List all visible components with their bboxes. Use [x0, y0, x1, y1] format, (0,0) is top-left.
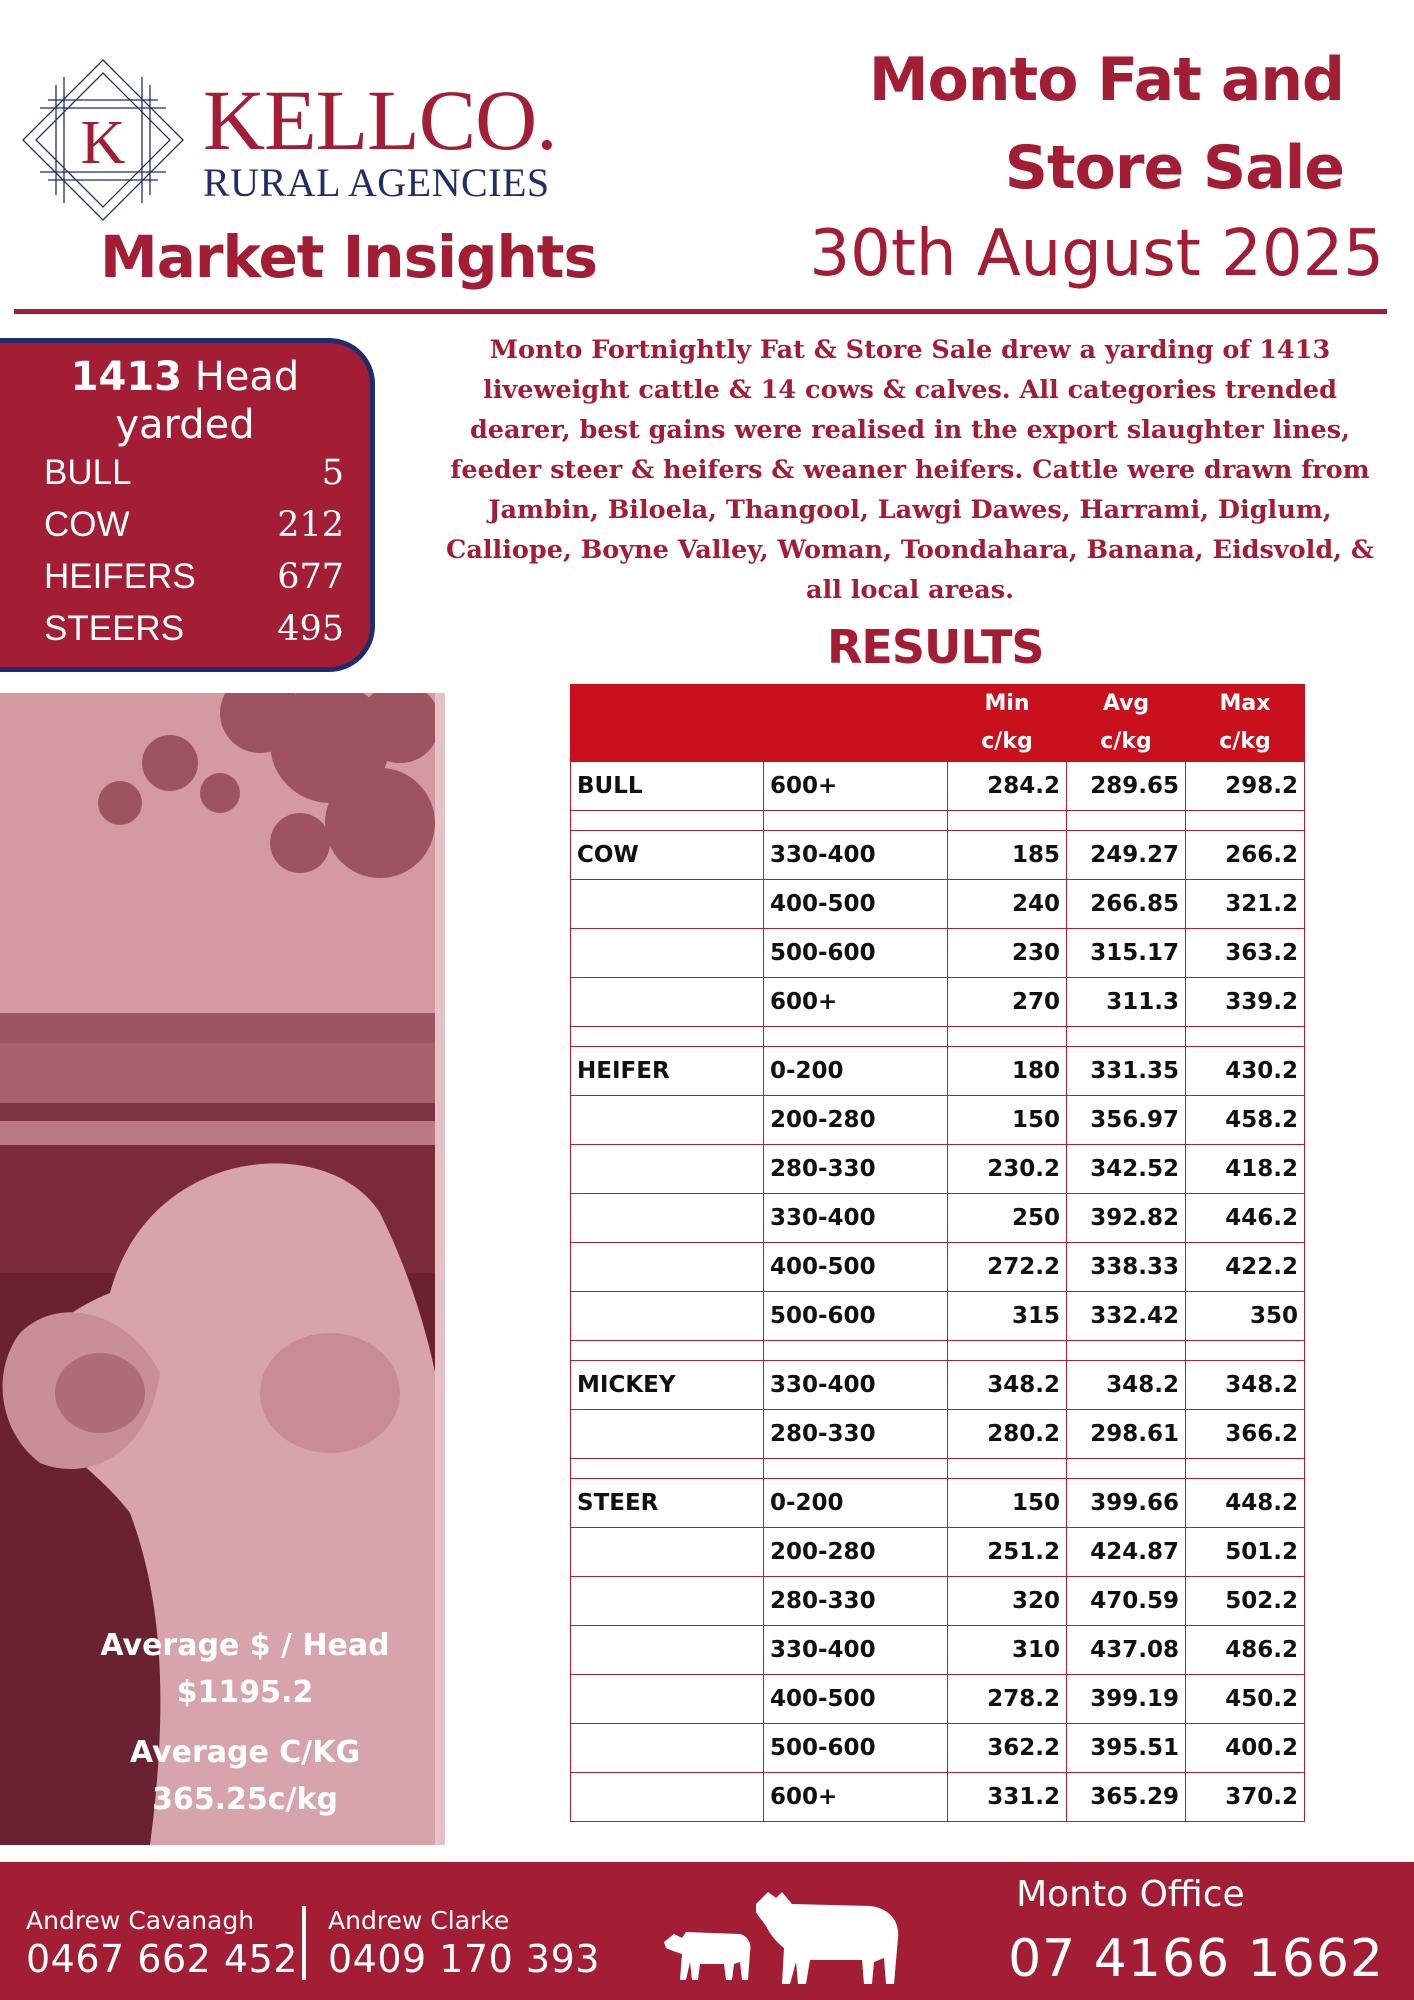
cell-category [571, 1145, 764, 1194]
cell-max: 266.2 [1186, 831, 1305, 880]
contact-andrew-cavanagh [26, 1906, 298, 1982]
table-row [571, 1479, 1305, 1528]
table-row [571, 1577, 1305, 1626]
sale-summary-paragraph: Monto Fortnightly Fat & Store Sale drew a yarding of 1413 liveweight cattle & 14 cows & calves. All categories trended dearer, best gains were realised in the export slaughter lines, feeder steer & heifers & weaner heifers. Cattle were drawn from Jambin, Biloela, Thangool, Lawgi Dawes, Harrami, Diglum, Calliope, Boyne Valley, Woman, Toondahara, Banana, Eidsvold, & all local areas. [446, 335, 1374, 605]
cell-max: 430.2 [1186, 1047, 1305, 1096]
head-row-count: 5 [321, 453, 344, 493]
head-row-label: BULL [44, 453, 132, 492]
cell-category [571, 1577, 764, 1626]
cell-category [571, 880, 764, 929]
cell-min: 310 [948, 1626, 1067, 1675]
spacer-cell [1067, 1027, 1186, 1047]
table-row [571, 1410, 1305, 1459]
cell-avg: 249.27 [1067, 831, 1186, 880]
results-title: RESULTS [827, 620, 1044, 674]
average-cpkg-value: 365.25c/kg [152, 1782, 338, 1817]
spacer-cell [1186, 1027, 1305, 1047]
table-row [571, 1292, 1305, 1341]
table-row [571, 929, 1305, 978]
cell-max: 348.2 [1186, 1361, 1305, 1410]
head-row-count: 495 [277, 609, 344, 649]
cell-max: 501.2 [1186, 1528, 1305, 1577]
cell-weight-range: 0-200 [764, 1479, 948, 1528]
cell-min: 150 [948, 1096, 1067, 1145]
cell-weight-range: 200-280 [764, 1096, 948, 1145]
head-total: 1413 [70, 354, 182, 400]
table-row [571, 762, 1305, 811]
cell-avg: 298.61 [1067, 1410, 1186, 1459]
cell-avg: 356.97 [1067, 1096, 1186, 1145]
cell-avg: 311.3 [1067, 978, 1186, 1027]
cell-avg: 395.51 [1067, 1724, 1186, 1773]
cell-avg: 365.29 [1067, 1773, 1186, 1822]
cell-avg: 399.66 [1067, 1479, 1186, 1528]
spacer-cell [1186, 1459, 1305, 1479]
average-per-head-value: $1195.2 [176, 1675, 314, 1710]
cell-category [571, 929, 764, 978]
table-spacer-row [571, 1341, 1305, 1361]
table-spacer-row [571, 1459, 1305, 1479]
table-row [571, 1626, 1305, 1675]
cell-min: 362.2 [948, 1724, 1067, 1773]
spacer-cell [571, 1027, 764, 1047]
cell-category: COW [571, 831, 764, 880]
head-yarded-box [0, 338, 375, 672]
cell-max: 458.2 [1186, 1096, 1305, 1145]
cell-max: 486.2 [1186, 1626, 1305, 1675]
spacer-cell [1067, 1341, 1186, 1361]
monto-office [1008, 1872, 1384, 1990]
cell-min: 150 [948, 1479, 1067, 1528]
cell-avg: 348.2 [1067, 1361, 1186, 1410]
head-row-steers [44, 607, 344, 651]
cell-category: BULL [571, 762, 764, 811]
cell-max: 422.2 [1186, 1243, 1305, 1292]
cell-max: 502.2 [1186, 1577, 1305, 1626]
cell-min: 278.2 [948, 1675, 1067, 1724]
cell-max: 446.2 [1186, 1194, 1305, 1243]
cell-weight-range: 500-600 [764, 1724, 948, 1773]
results-header-row [571, 685, 1305, 762]
spacer-cell [764, 811, 948, 831]
sale-title-line1: Monto Fat and [868, 45, 1344, 115]
spacer-cell [1067, 1459, 1186, 1479]
head-row-heifers [44, 555, 344, 599]
cell-max: 321.2 [1186, 880, 1305, 929]
cell-weight-range: 600+ [764, 1773, 948, 1822]
brand-subtitle: RURAL AGENCIES [203, 160, 550, 205]
contact-name: Andrew Cavanagh [26, 1906, 255, 1935]
contact-divider [302, 1906, 306, 1980]
cell-weight-range: 600+ [764, 978, 948, 1027]
cell-category [571, 1243, 764, 1292]
cell-max: 339.2 [1186, 978, 1305, 1027]
cell-avg: 289.65 [1067, 762, 1186, 811]
cell-max: 298.2 [1186, 762, 1305, 811]
head-row-label: HEIFERS [44, 557, 196, 596]
brand-name: KELLCO. [203, 72, 557, 168]
contact-andrew-clarke [328, 1906, 600, 1982]
cell-avg: 266.85 [1067, 880, 1186, 929]
cell-avg: 332.42 [1067, 1292, 1186, 1341]
cell-category [571, 1773, 764, 1822]
results-body [571, 762, 1305, 1822]
cell-min: 180 [948, 1047, 1067, 1096]
logo-initial: K [80, 109, 126, 177]
spacer-cell [571, 811, 764, 831]
sale-title [724, 36, 1344, 212]
cell-weight-range: 330-400 [764, 1361, 948, 1410]
cell-category: HEIFER [571, 1047, 764, 1096]
header-divider [14, 309, 1387, 314]
cell-avg: 338.33 [1067, 1243, 1186, 1292]
yarded-label: yarded [115, 402, 255, 448]
cell-max: 350 [1186, 1292, 1305, 1341]
cell-max: 448.2 [1186, 1479, 1305, 1528]
cell-max: 400.2 [1186, 1724, 1305, 1773]
cell-avg: 392.82 [1067, 1194, 1186, 1243]
header-avg: Avg c/kg [1067, 685, 1186, 762]
header-weight-range [764, 685, 948, 762]
cell-weight-range: 330-400 [764, 1626, 948, 1675]
cell-weight-range: 600+ [764, 762, 948, 811]
table-row [571, 1724, 1305, 1773]
spacer-cell [1067, 811, 1186, 831]
cell-max: 450.2 [1186, 1675, 1305, 1724]
cell-category [571, 978, 764, 1027]
head-row-label: STEERS [44, 609, 185, 648]
table-row [571, 1047, 1305, 1096]
head-label: Head [194, 354, 300, 400]
cell-min: 320 [948, 1577, 1067, 1626]
cell-weight-range: 330-400 [764, 1194, 948, 1243]
cell-category [571, 1194, 764, 1243]
cell-weight-range: 330-400 [764, 831, 948, 880]
table-row [571, 978, 1305, 1027]
cell-max: 366.2 [1186, 1410, 1305, 1459]
header-max: Max c/kg [1186, 685, 1305, 762]
cell-category: STEER [571, 1479, 764, 1528]
cell-category [571, 1096, 764, 1145]
cell-min: 250 [948, 1194, 1067, 1243]
cell-category [571, 1292, 764, 1341]
table-row [571, 1528, 1305, 1577]
spacer-cell [1186, 811, 1305, 831]
cell-weight-range: 500-600 [764, 1292, 948, 1341]
cell-weight-range: 400-500 [764, 880, 948, 929]
cell-min: 315 [948, 1292, 1067, 1341]
cell-min: 272.2 [948, 1243, 1067, 1292]
office-phone[interactable]: 07 4166 1662 [1008, 1929, 1384, 1989]
cattle-icon [660, 1882, 910, 1997]
average-cpkg-label: Average C/KG [129, 1735, 361, 1770]
table-row [571, 880, 1305, 929]
cell-avg: 424.87 [1067, 1528, 1186, 1577]
table-spacer-row [571, 1027, 1305, 1047]
spacer-cell [948, 811, 1067, 831]
table-row [571, 1773, 1305, 1822]
spacer-cell [948, 1341, 1067, 1361]
cell-min: 284.2 [948, 762, 1067, 811]
head-row-label: COW [44, 505, 130, 544]
cell-avg: 437.08 [1067, 1626, 1186, 1675]
cell-max: 418.2 [1186, 1145, 1305, 1194]
kellco-logo-icon [18, 55, 188, 225]
cell-weight-range: 200-280 [764, 1528, 948, 1577]
table-row [571, 1194, 1305, 1243]
office-label: Monto Office [1016, 1874, 1245, 1915]
cell-weight-range: 280-330 [764, 1145, 948, 1194]
table-spacer-row [571, 811, 1305, 831]
spacer-cell [764, 1341, 948, 1361]
cell-avg: 470.59 [1067, 1577, 1186, 1626]
cell-min: 230 [948, 929, 1067, 978]
spacer-cell [948, 1459, 1067, 1479]
cell-min: 270 [948, 978, 1067, 1027]
cell-min: 251.2 [948, 1528, 1067, 1577]
cell-avg: 342.52 [1067, 1145, 1186, 1194]
cell-weight-range: 500-600 [764, 929, 948, 978]
cell-avg: 315.17 [1067, 929, 1186, 978]
cell-min: 331.2 [948, 1773, 1067, 1822]
spacer-cell [571, 1341, 764, 1361]
sale-date: 30th August 2025 [809, 217, 1384, 291]
cell-min: 240 [948, 880, 1067, 929]
table-row [571, 831, 1305, 880]
table-row [571, 1243, 1305, 1292]
cell-category [571, 1675, 764, 1724]
contact-phone[interactable]: 0409 170 393 [328, 1937, 600, 1981]
cell-category [571, 1626, 764, 1675]
spacer-cell [948, 1027, 1067, 1047]
cell-weight-range: 0-200 [764, 1047, 948, 1096]
cell-weight-range: 400-500 [764, 1675, 948, 1724]
cell-weight-range: 280-330 [764, 1577, 948, 1626]
results-table [570, 684, 1305, 1822]
average-per-head-label: Average $ / Head [100, 1628, 390, 1663]
cell-max: 363.2 [1186, 929, 1305, 978]
cell-category [571, 1410, 764, 1459]
table-row [571, 1096, 1305, 1145]
cell-category [571, 1528, 764, 1577]
spacer-cell [571, 1459, 764, 1479]
cell-category: MICKEY [571, 1361, 764, 1410]
head-row-count: 677 [277, 557, 344, 597]
cell-avg: 331.35 [1067, 1047, 1186, 1096]
contact-phone[interactable]: 0467 662 452 [26, 1937, 298, 1981]
kellco-logo [18, 55, 618, 230]
cell-weight-range: 280-330 [764, 1410, 948, 1459]
cell-min: 185 [948, 831, 1067, 880]
table-row [571, 1675, 1305, 1724]
cell-weight-range: 400-500 [764, 1243, 948, 1292]
head-row-cow [44, 503, 344, 547]
cell-min: 230.2 [948, 1145, 1067, 1194]
section-title: Market Insights [100, 223, 598, 291]
spacer-cell [764, 1459, 948, 1479]
header-min: Min c/kg [948, 685, 1067, 762]
contact-name: Andrew Clarke [328, 1906, 510, 1935]
spacer-cell [1186, 1341, 1305, 1361]
cell-category [571, 1724, 764, 1773]
cell-min: 348.2 [948, 1361, 1067, 1410]
header-category [571, 685, 764, 762]
head-row-count: 212 [277, 505, 344, 545]
table-row [571, 1361, 1305, 1410]
cell-avg: 399.19 [1067, 1675, 1186, 1724]
cell-max: 370.2 [1186, 1773, 1305, 1822]
head-yarded-title [0, 353, 370, 449]
sale-title-line2: Store Sale [1004, 133, 1344, 203]
head-row-bull [44, 451, 344, 495]
cell-min: 280.2 [948, 1410, 1067, 1459]
footer [0, 1862, 1414, 2000]
table-row [571, 1145, 1305, 1194]
spacer-cell [764, 1027, 948, 1047]
